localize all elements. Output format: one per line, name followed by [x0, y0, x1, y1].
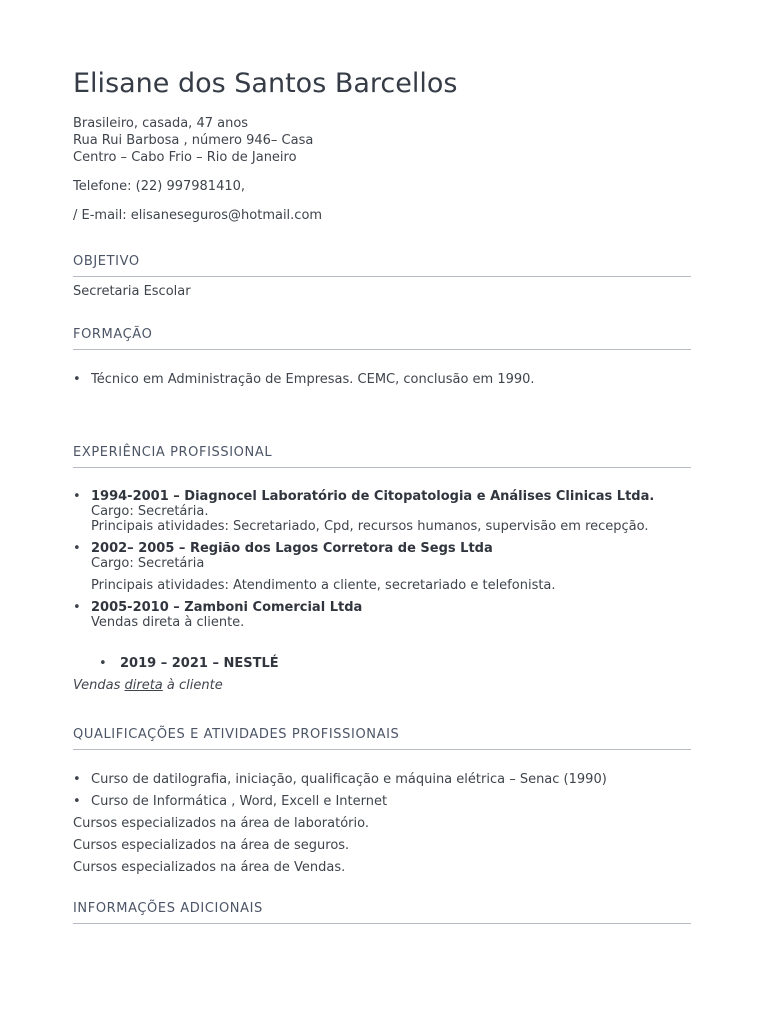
section-qualificacoes-title: QUALIFICAÇÕES E ATIVIDADES PROFISSIONAIS: [73, 727, 691, 750]
job-heading-text: 1994-2001 – Diagnocel Laboratório de Citopatologia e Análises Clinicas Ltda.: [91, 489, 655, 504]
job-role: Cargo: Secretária: [91, 556, 205, 571]
job-role: Cargo: Secretária.: [91, 504, 209, 519]
bullet-icon: •: [73, 600, 81, 615]
qualificacao-line: Cursos especializados na área de laboratório.: [73, 816, 369, 831]
qualificacao-line: Cursos especializados na área de Vendas.: [73, 860, 346, 875]
section-adicionais-title: INFORMAÇÕES ADICIONAIS: [73, 901, 691, 924]
section-formacao-title: FORMAÇÃO: [73, 327, 691, 350]
job-heading-text: 2002– 2005 – Região dos Lagos Corretora de Segs Ltda: [91, 541, 493, 556]
bullet-icon: •: [73, 541, 81, 556]
section-objetivo-title: OBJETIVO: [73, 254, 691, 277]
job-activities: Principais atividades: Secretariado, Cpd, recursos humanos, supervisão em recepção.: [91, 519, 649, 534]
address-line-1: Rua Rui Barbosa , número 946– Casa: [73, 133, 314, 148]
job-note-underlined: direta: [124, 678, 163, 693]
formacao-item: Técnico em Administração de Empresas. CEMC, conclusão em 1990.: [91, 372, 535, 387]
address-line-2: Centro – Cabo Frio – Rio de Janeiro: [73, 150, 297, 165]
qualificacao-item: Curso de datilografia, iniciação, qualificação e máquina elétrica – Senac (1990): [91, 772, 607, 787]
job-heading: [91, 541, 493, 556]
job-note-part: à cliente: [162, 678, 223, 693]
job-heading: [91, 489, 654, 504]
job-heading: [120, 656, 279, 671]
bullet-icon: •: [73, 772, 81, 787]
bullet-icon: •: [73, 794, 81, 809]
qualificacao-item: Curso de Informática , Word, Excell e Internet: [91, 794, 388, 809]
qualificacao-line: Cursos especializados na área de seguros.: [73, 838, 350, 853]
section-experiencia-title: EXPERIÊNCIA PROFISSIONAL: [73, 445, 691, 468]
job-heading-text: 2005-2010 – Zamboni Comercial Ltda: [91, 600, 363, 615]
job-heading-text: 2019 – 2021 – NESTLÉ: [120, 656, 279, 671]
phone-line: Telefone: (22) 997981410,: [73, 179, 246, 194]
bullet-icon: •: [73, 489, 81, 504]
personal-info: Brasileiro, casada, 47 anos: [73, 116, 249, 131]
job-note-part: Vendas: [73, 678, 125, 693]
email-line: / E-mail: elisaneseguros@hotmail.com: [73, 208, 323, 223]
job-description: Vendas direta à cliente.: [91, 615, 245, 630]
job-description: [73, 678, 223, 694]
objetivo-text: Secretaria Escolar: [73, 284, 191, 299]
job-activities: Principais atividades: Atendimento a cliente, secretariado e telefonista.: [91, 578, 556, 593]
candidate-name: Elisane dos Santos Barcellos: [73, 68, 458, 99]
bullet-icon: •: [73, 372, 81, 387]
bullet-icon: •: [99, 656, 107, 671]
job-heading: [91, 600, 362, 615]
